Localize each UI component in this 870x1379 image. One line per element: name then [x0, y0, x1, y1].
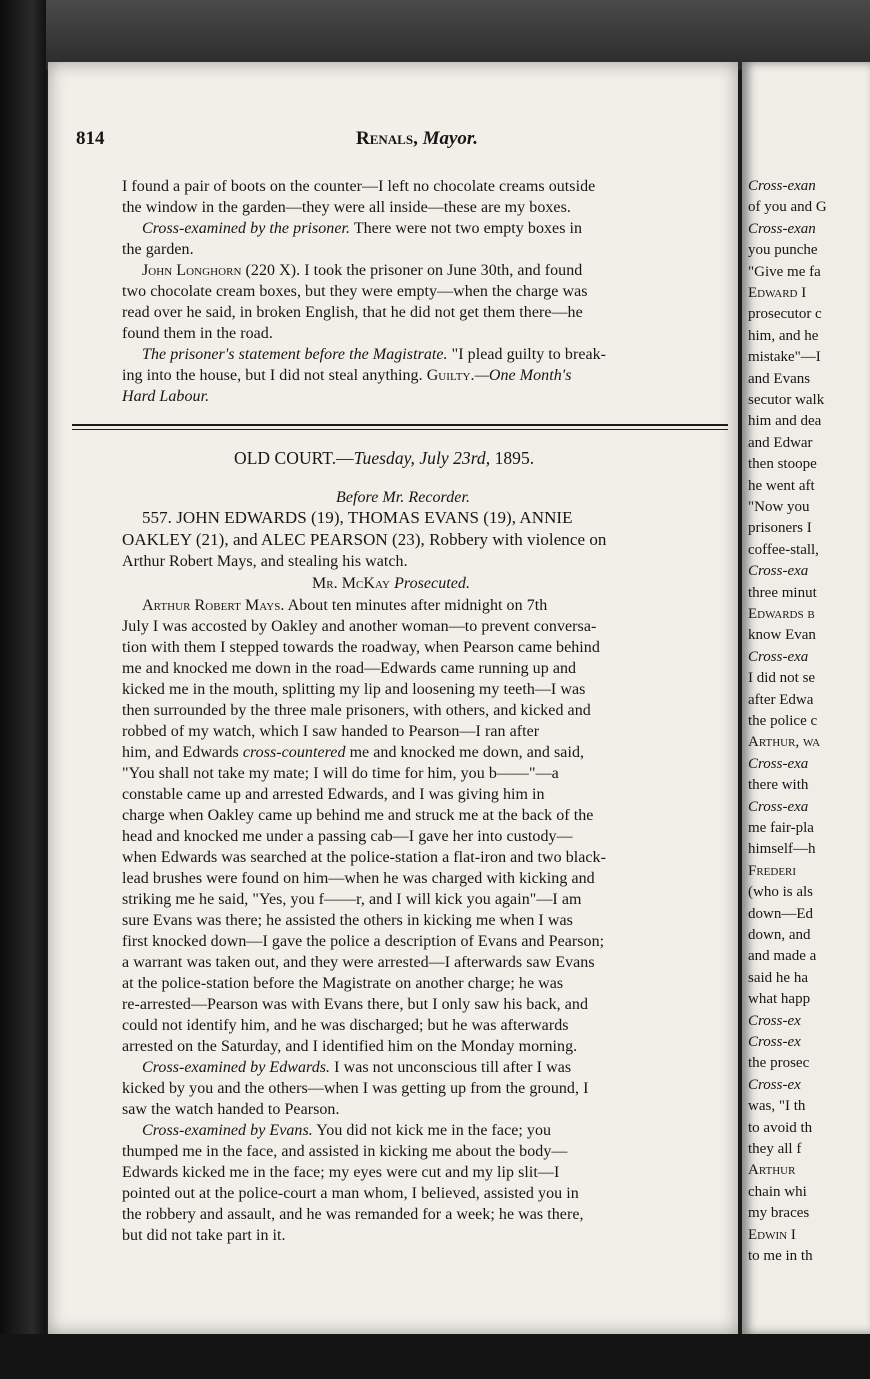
right-page-line: Arthur	[748, 1162, 796, 1179]
right-page-line: and Edwar	[748, 434, 813, 451]
text-line: the garden.	[122, 241, 194, 258]
scan-bottom	[0, 1334, 870, 1379]
right-page-line: the police c	[748, 713, 818, 729]
scan-background	[0, 0, 870, 70]
right-page-line: my braces	[748, 1205, 810, 1222]
text-line: Cross-examined by Evans. You did not kick me in the face; you	[142, 1122, 552, 1139]
right-page-line: Cross-exa	[748, 563, 809, 580]
right-page-line: and Evans	[748, 370, 811, 387]
right-page-line: I did not se	[748, 670, 816, 687]
text-line: pointed out at the police-court a man whom, I believed, assisted you in	[122, 1185, 579, 1202]
right-page-line: was, "I th	[748, 1098, 806, 1115]
text-line: The prisoner's statement before the Magistrate. "I plead guilty to break-	[142, 346, 607, 363]
text-line: Cross-examined by Edwards. I was not unconscious till after I was	[142, 1059, 572, 1076]
right-page-line: Edwin I	[748, 1226, 796, 1243]
text-line: John Longhorn (220 X). I took the prisoner on June 30th, and found	[142, 262, 583, 279]
case-heading: OAKLEY (21), and ALEC PEARSON (23), Robbery with violence on	[122, 530, 607, 549]
text-line: I found a pair of boots on the counter—I left no chocolate creams outside	[122, 178, 596, 195]
right-page-line: mistake"—I	[748, 349, 821, 366]
text-line: me and knocked me down in the road—Edwards came running up and	[122, 660, 577, 677]
right-page-line: and made a	[748, 948, 817, 965]
case-heading: 557. JOHN EDWARDS (19), THOMAS EVANS (19), ANNIE	[142, 508, 573, 527]
text-line: kicked by you and the others—when I was getting up from the ground, I	[122, 1080, 589, 1097]
right-page-line: coffee-stall,	[748, 541, 819, 558]
right-page-line: to avoid th	[748, 1119, 813, 1136]
text-line: constable came up and arrested Edwards, and I was giving him in	[122, 786, 545, 803]
right-page-line: "Give me fa	[748, 263, 821, 280]
right-page-line: prosecutor c	[748, 306, 822, 323]
prosecutor-line: Mr. McKay Prosecuted.	[312, 575, 471, 592]
text-line: re-arrested—Pearson was with Evans there, but I only saw his back, and	[122, 996, 589, 1013]
text-line: Hard Labour.	[122, 388, 210, 405]
text-line: lead brushes were found on him—when he was charged with kicking and	[122, 870, 595, 887]
right-page-line: secutor walk	[748, 392, 825, 408]
text-line: found them in the road.	[122, 325, 273, 342]
right-page-line: they all f	[748, 1141, 802, 1157]
text-line: could not identify him, and he was discharged; but he was afterwards	[122, 1017, 569, 1034]
right-page-line: there with	[748, 777, 809, 794]
right-page-line: you punche	[748, 242, 818, 259]
section-rule	[72, 424, 728, 426]
text-line: Edwards kicked me in the face; my eyes were cut and my lip slit—I	[122, 1164, 560, 1181]
right-page-line: Arthur, wa	[748, 734, 821, 751]
right-page-line: Frederi	[748, 862, 797, 879]
text-line: him, and Edwards cross-countered me and knocked me down, and said,	[122, 744, 585, 761]
text-line: head and knocked me under a passing cab—I gave her into custody—	[122, 828, 573, 845]
text-line: sure Evans was there; he assisted the others in kicking me when I was	[122, 912, 573, 929]
running-head: Renals, Mayor.	[356, 128, 479, 149]
running-header	[76, 128, 726, 154]
right-page-line: what happ	[748, 991, 811, 1008]
right-page-line: Edward I	[748, 285, 807, 301]
page-number: 814	[76, 128, 105, 149]
text-line: two chocolate cream boxes, but they were empty—when the charge was	[122, 283, 588, 300]
right-page-line: of you and G	[748, 199, 827, 216]
right-page-line: three minut	[748, 584, 817, 601]
text-line: "You shall not take my mate; I will do time for him, you b——"—a	[122, 765, 559, 782]
right-page-line: Cross-exa	[748, 798, 809, 815]
text-line: thumped me in the face, and assisted in kicking me about the body—	[122, 1143, 568, 1160]
right-page-line: Cross-ex	[748, 1034, 801, 1050]
text-line: July I was accosted by Oakley and another woman—to prevent conversa-	[122, 618, 597, 635]
right-page-line: (who is als	[748, 884, 813, 901]
court-heading: OLD COURT.—Tuesday, July 23rd, 1895.	[234, 448, 535, 468]
text-line: when Edwards was searched at the police-station a flat-iron and two black-	[122, 849, 606, 866]
right-page-line: Edwards b	[748, 606, 815, 622]
right-page-line: me fair-pla	[748, 820, 814, 836]
text-line: saw the watch handed to Pearson.	[122, 1101, 340, 1118]
text-line: then surrounded by the three male prisoners, with others, and kicked and	[122, 702, 591, 719]
text-line: tion with them I stepped towards the roadway, when Pearson came behind	[122, 639, 600, 656]
text-line: Arthur Robert Mays. About ten minutes after midnight on 7th	[142, 597, 548, 614]
text-line: arrested on the Saturday, and I identified him on the Monday morning.	[122, 1038, 578, 1055]
judge-line: Before Mr. Recorder.	[336, 489, 470, 506]
text-line: the window in the garden—they were all inside—these are my boxes.	[122, 199, 571, 216]
right-page-line: chain whi	[748, 1183, 807, 1200]
text-line: but did not take part in it.	[122, 1227, 286, 1244]
text-line: the robbery and assault, and he was remanded for a week; he was there,	[122, 1206, 584, 1223]
right-page-line: prisoners I	[748, 520, 812, 537]
right-page-line: him, and he	[748, 327, 819, 344]
right-page-line: down—Ed	[748, 905, 813, 922]
text-line: a warrant was taken out, and they were arrested—I afterwards saw Evans	[122, 954, 595, 971]
text-line: striking me he said, "Yes, you f——r, and I will kick you again"—I am	[122, 891, 582, 908]
text-line: charge when Oakley came up behind me and struck me at the back of the	[122, 807, 594, 824]
text-line: at the police-station before the Magistrate on another charge; he was	[122, 975, 564, 992]
right-page-line: Cross-exan	[748, 220, 816, 237]
right-page-line: then stoope	[748, 456, 817, 473]
text-line: robbed of my watch, which I saw handed to Pearson—I ran after	[122, 723, 540, 740]
case-heading: Arthur Robert Mays, and stealing his watch.	[122, 553, 408, 570]
right-page-line: Cross-exan	[748, 178, 816, 194]
right-page-line: Cross-exa	[748, 755, 809, 772]
text-line: kicked me in the mouth, splitting my lip and loosening my teeth—I was	[122, 681, 586, 698]
book-binding	[0, 0, 46, 1379]
right-page-line: to me in th	[748, 1248, 813, 1264]
right-page	[742, 62, 870, 1334]
right-page-line: know Evan	[748, 627, 816, 644]
section-rule	[72, 429, 728, 430]
right-page-line: him and dea	[748, 413, 822, 430]
text-line: first knocked down—I gave the police a description of Evans and Pearson;	[122, 933, 605, 950]
right-page-line: Cross-ex	[748, 1012, 801, 1029]
right-page-line: the prosec	[748, 1055, 810, 1072]
right-page-line: said he ha	[748, 969, 808, 986]
text-line: read over he said, in broken English, that he did not get them there—he	[122, 304, 583, 321]
right-page-line: "Now you	[748, 499, 810, 515]
text-line: Cross-examined by the prisoner. There were not two empty boxes in	[142, 220, 583, 237]
right-page-line: he went aft	[748, 477, 815, 494]
right-page-line: Cross-ex	[748, 1076, 801, 1093]
text-line: ing into the house, but I did not steal anything. Guilty.—One Month's	[122, 367, 572, 384]
right-page-line: himself—h	[748, 841, 816, 858]
right-page-line: Cross-exa	[748, 648, 809, 665]
right-page-line: down, and	[748, 927, 811, 943]
right-page-line: after Edwa	[748, 691, 814, 708]
